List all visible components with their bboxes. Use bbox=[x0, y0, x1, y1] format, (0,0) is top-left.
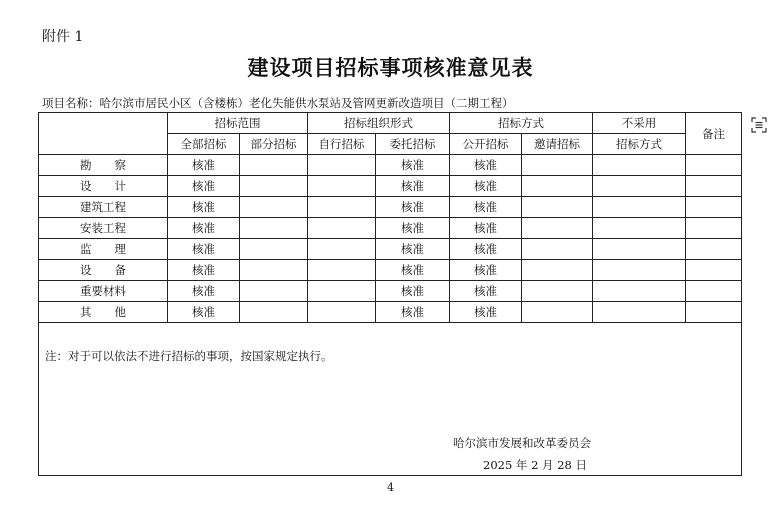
issuer-organization: 哈尔滨市发展和改革委员会 bbox=[453, 436, 591, 450]
header-remarks: 备注 bbox=[686, 113, 742, 155]
cell-all: 核准 bbox=[168, 281, 240, 302]
cell-item: 安装工程 bbox=[39, 218, 168, 239]
cell-self bbox=[308, 239, 376, 260]
cell-not-adopted bbox=[593, 281, 686, 302]
cell-remarks bbox=[686, 218, 742, 239]
cell-self bbox=[308, 218, 376, 239]
cell-all: 核准 bbox=[168, 197, 240, 218]
cell-entrusted: 核准 bbox=[376, 281, 450, 302]
cell-open: 核准 bbox=[450, 281, 522, 302]
cell-entrusted: 核准 bbox=[376, 218, 450, 239]
cell-item: 设 计 bbox=[39, 176, 168, 197]
cell-open: 核准 bbox=[450, 239, 522, 260]
subheader-invited: 邀请招标 bbox=[522, 134, 593, 155]
cell-all: 核准 bbox=[168, 302, 240, 323]
cell-remarks bbox=[686, 260, 742, 281]
table-row bbox=[39, 281, 742, 302]
page-number: 4 bbox=[387, 481, 394, 494]
cell-invited bbox=[522, 197, 593, 218]
cell-not-adopted bbox=[593, 197, 686, 218]
cell-not-adopted bbox=[593, 176, 686, 197]
cell-invited bbox=[522, 260, 593, 281]
cell-partial bbox=[240, 155, 308, 176]
cell-open: 核准 bbox=[450, 155, 522, 176]
cell-all: 核准 bbox=[168, 239, 240, 260]
header-method: 招标方式 bbox=[450, 113, 593, 134]
cell-entrusted: 核准 bbox=[376, 197, 450, 218]
subheader-partial: 部分招标 bbox=[240, 134, 308, 155]
cell-all: 核准 bbox=[168, 218, 240, 239]
cell-self bbox=[308, 302, 376, 323]
cell-item: 其 他 bbox=[39, 302, 168, 323]
cell-partial bbox=[240, 218, 308, 239]
cell-item: 设 备 bbox=[39, 260, 168, 281]
page-title: 建设项目招标事项核准意见表 bbox=[247, 55, 534, 80]
project-name: 项目名称：哈尔滨市居民小区（含楼栋）老化失能供水泵站及管网更新改造项目（二期工程） bbox=[42, 96, 514, 110]
header-scope: 招标范围 bbox=[168, 113, 308, 134]
cell-remarks bbox=[686, 302, 742, 323]
table-row bbox=[39, 239, 742, 260]
annex-label: 附件 1 bbox=[42, 29, 84, 45]
cell-partial bbox=[240, 239, 308, 260]
cell-invited bbox=[522, 176, 593, 197]
table-row bbox=[39, 218, 742, 239]
subheader-entrusted: 委托招标 bbox=[376, 134, 450, 155]
cell-not-adopted bbox=[593, 155, 686, 176]
cell-remarks bbox=[686, 155, 742, 176]
cell-partial bbox=[240, 176, 308, 197]
cell-item: 重要材料 bbox=[39, 281, 168, 302]
cell-all: 核准 bbox=[168, 176, 240, 197]
table-row bbox=[39, 197, 742, 218]
note-text: 注：对于可以依法不进行招标的事项，按国家规定执行。 bbox=[45, 349, 333, 363]
cell-all: 核准 bbox=[168, 260, 240, 281]
cell-self bbox=[308, 281, 376, 302]
cell-entrusted: 核准 bbox=[376, 260, 450, 281]
cell-item: 建筑工程 bbox=[39, 197, 168, 218]
cell-invited bbox=[522, 218, 593, 239]
table-row bbox=[39, 155, 742, 176]
approval-table bbox=[38, 112, 742, 323]
table-row bbox=[39, 260, 742, 281]
cell-remarks bbox=[686, 197, 742, 218]
scan-text-icon[interactable] bbox=[751, 117, 767, 133]
cell-open: 核准 bbox=[450, 218, 522, 239]
cell-remarks bbox=[686, 176, 742, 197]
cell-not-adopted bbox=[593, 239, 686, 260]
cell-remarks bbox=[686, 239, 742, 260]
cell-partial bbox=[240, 281, 308, 302]
table-row bbox=[39, 176, 742, 197]
header-not-adopted-1: 不采用 bbox=[593, 113, 686, 134]
cell-invited bbox=[522, 302, 593, 323]
cell-partial bbox=[240, 260, 308, 281]
cell-invited bbox=[522, 281, 593, 302]
cell-self bbox=[308, 260, 376, 281]
cell-entrusted: 核准 bbox=[376, 239, 450, 260]
cell-entrusted: 核准 bbox=[376, 302, 450, 323]
cell-item: 监 理 bbox=[39, 239, 168, 260]
cell-all: 核准 bbox=[168, 155, 240, 176]
cell-open: 核准 bbox=[450, 260, 522, 281]
cell-not-adopted bbox=[593, 260, 686, 281]
cell-remarks bbox=[686, 281, 742, 302]
table-row bbox=[39, 302, 742, 323]
cell-not-adopted bbox=[593, 218, 686, 239]
header-item-cell bbox=[39, 113, 168, 155]
cell-not-adopted bbox=[593, 302, 686, 323]
note-area bbox=[38, 323, 742, 476]
cell-item: 勘 察 bbox=[39, 155, 168, 176]
cell-partial bbox=[240, 197, 308, 218]
header-organization: 招标组织形式 bbox=[308, 113, 450, 134]
issue-date: 2025 年 2 月 28 日 bbox=[483, 458, 587, 472]
table-header-row bbox=[39, 113, 742, 134]
cell-open: 核准 bbox=[450, 176, 522, 197]
cell-invited bbox=[522, 239, 593, 260]
subheader-self: 自行招标 bbox=[308, 134, 376, 155]
subheader-all: 全部招标 bbox=[168, 134, 240, 155]
cell-self bbox=[308, 176, 376, 197]
cell-self bbox=[308, 197, 376, 218]
cell-self bbox=[308, 155, 376, 176]
header-not-adopted-2: 招标方式 bbox=[593, 134, 686, 155]
cell-partial bbox=[240, 302, 308, 323]
cell-entrusted: 核准 bbox=[376, 155, 450, 176]
cell-open: 核准 bbox=[450, 302, 522, 323]
cell-open: 核准 bbox=[450, 197, 522, 218]
cell-entrusted: 核准 bbox=[376, 176, 450, 197]
cell-invited bbox=[522, 155, 593, 176]
subheader-open: 公开招标 bbox=[450, 134, 522, 155]
